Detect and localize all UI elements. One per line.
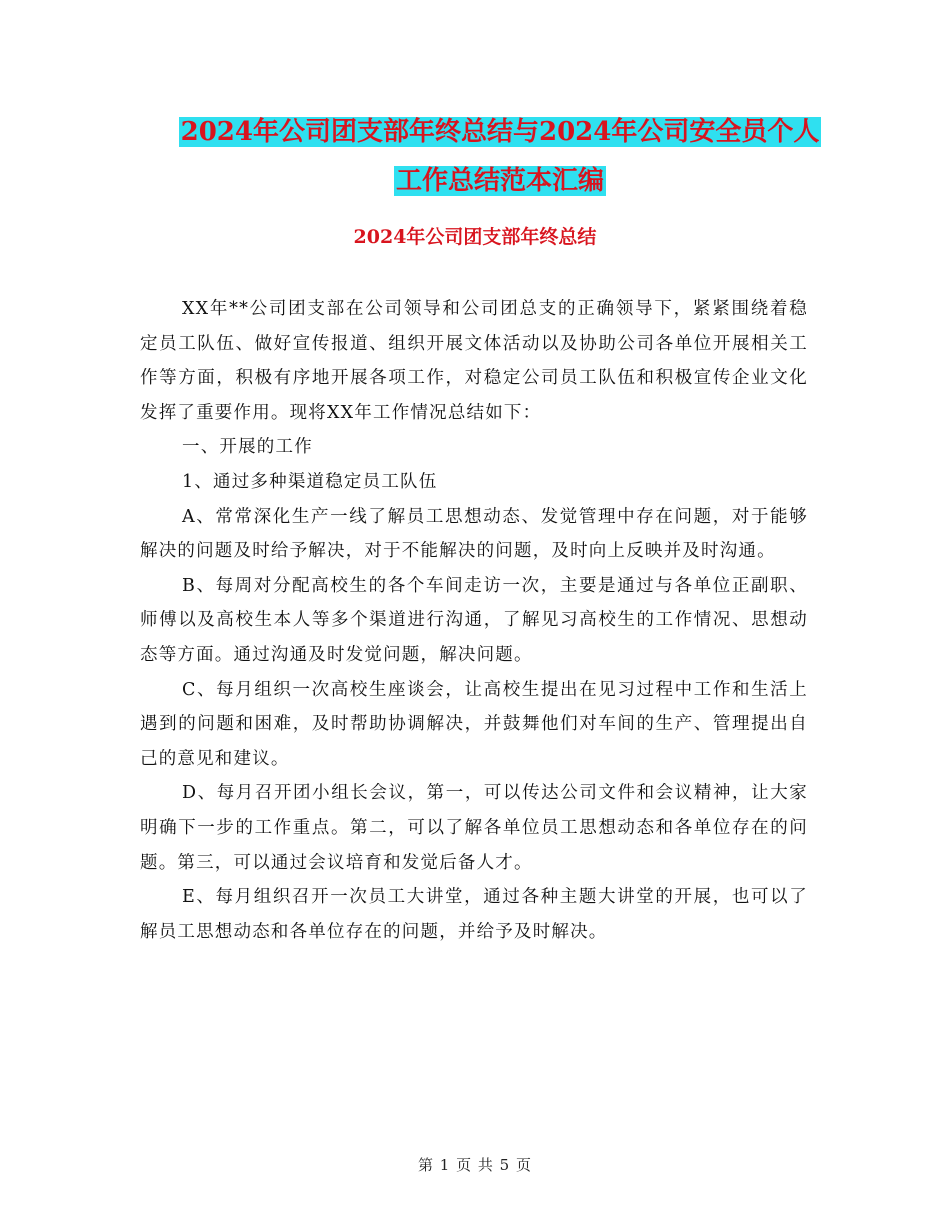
paragraph-item-d: D、每月召开团小组长会议，第一，可以传达公司文件和会议精神，让大家明确下一步的工作重点。第二，可以了解各单位员工思想动态和各单位存在的问题。第三，可以通过会议培育和发觉后备人才。 bbox=[140, 783, 808, 873]
document-title bbox=[120, 108, 880, 206]
paragraph-item-c: C、每月组织一次高校生座谈会，让高校生提出在见习过程中工作和生活上遇到的问题和困难，及时帮助协调解决，并鼓舞他们对车间的生产、管理提出自己的意见和建议。 bbox=[140, 679, 808, 769]
paragraph-item-e: E、每月组织召开一次员工大讲堂，通过各种主题大讲堂的开展，也可以了解员工思想动态和各单位存在的问题，并给予及时解决。 bbox=[140, 887, 808, 942]
paragraph-subheading-1: 1、通过多种渠道稳定员工队伍 bbox=[182, 471, 438, 492]
page-number: 第 1 页 共 5 页 bbox=[418, 1156, 532, 1174]
paragraph-heading-work: 一、开展的工作 bbox=[182, 437, 313, 458]
document-title-line-2: 工作总结范本汇编 bbox=[395, 166, 604, 196]
document-title-line-1: 2024年公司团支部年终总结与2024年公司安全员个人 bbox=[180, 117, 820, 147]
paragraph-intro: XX年**公司团支部在公司领导和公司团总支的正确领导下，紧紧围绕着稳定员工队伍、做好宣传报道、组织开展文体活动以及协助公司各单位开展相关工作等方面，积极有序地开展各项工作，对稳定公司员工队伍和积极宣传企业文化发挥了重要作用。现将XX年工作情况总结如下： bbox=[140, 299, 808, 423]
section-title: 2024年公司团支部年终总结 bbox=[353, 226, 597, 248]
paragraph-item-b: B、每周对分配高校生的各个车间走访一次，主要是通过与各单位正副职、师傅以及高校生本人等多个渠道进行沟通，了解见习高校生的工作情况、思想动态等方面。通过沟通及时发觉问题，解决问题。 bbox=[140, 575, 808, 665]
document-body bbox=[140, 292, 808, 949]
paragraph-item-a: A、常常深化生产一线了解员工思想动态、发觉管理中存在问题，对于能够解决的问题及时给予解决，对于不能解决的问题，及时向上反映并及时沟通。 bbox=[140, 506, 808, 562]
